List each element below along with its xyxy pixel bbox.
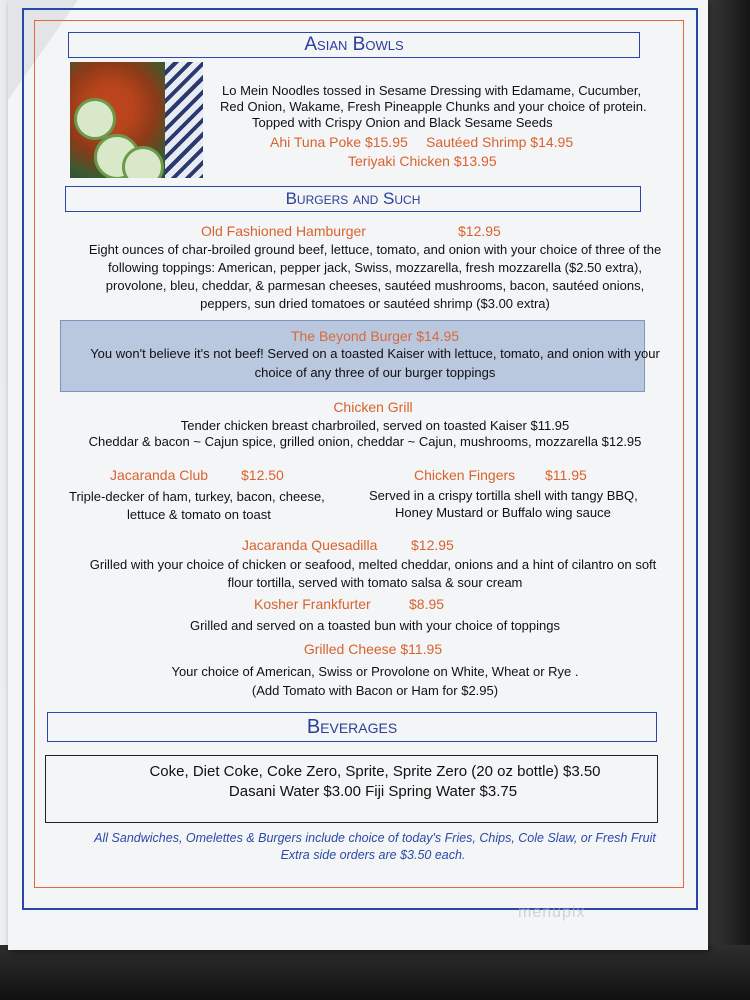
beverages-header bbox=[47, 712, 657, 742]
beverages-line1: Coke, Diet Coke, Coke Zero, Sprite, Sprite Zero (20 oz bottle) $3.50 bbox=[149, 763, 601, 780]
club-desc-line1: Triple-decker of ham, turkey, bacon, cheese, bbox=[69, 489, 325, 504]
hamburger-desc-line4: peppers, sun dried tomatoes or sautéed shrimp ($3.00 extra) bbox=[200, 296, 550, 311]
beyond-burger-name: The Beyond Burger $14.95 bbox=[290, 328, 460, 344]
teriyaki-chicken-price: Teriyaki Chicken $13.95 bbox=[348, 153, 497, 169]
menupix-watermark: menupix bbox=[518, 904, 586, 921]
jacaranda-club-name: Jacaranda Club bbox=[110, 467, 209, 483]
asian-bowls-title: Asian Bowls bbox=[304, 34, 404, 55]
grilled-cheese-name: Grilled Cheese $11.95 bbox=[303, 641, 443, 657]
jacaranda-club-price: $12.50 bbox=[241, 467, 284, 483]
poke-bowl-image bbox=[70, 62, 203, 178]
beyond-desc-line2: choice of any three of our burger toppings bbox=[254, 365, 496, 380]
chicken-grill-desc-line1: Tender chicken breast charbroiled, served on toasted Kaiser $11.95 bbox=[180, 418, 570, 433]
burgers-title: Burgers and Such bbox=[285, 189, 421, 208]
table-surface-bottom bbox=[0, 945, 750, 1000]
hamburger-desc-line3: provolone, bleu, cheddar, & parmesan cheeses, sautéed mushrooms, bacon, sautéed onions, bbox=[105, 278, 645, 293]
kosher-frankfurter-price: $8.95 bbox=[409, 596, 445, 612]
hamburger-desc-line1: Eight ounces of char-broiled ground beef, lettuce, tomato, and onion with your choice of three of the bbox=[88, 242, 662, 257]
beverages-title: Beverages bbox=[306, 716, 398, 738]
chicken-grill-desc-line2: Cheddar & bacon ~ Cajun spice, grilled onion, cheddar ~ Cajun, mushrooms, mozzarella $12.95 bbox=[88, 434, 642, 449]
asian-desc-line3: Topped with Crispy Onion and Black Sesame Seeds bbox=[252, 115, 553, 130]
chicken-fingers-name: Chicken Fingers bbox=[414, 467, 516, 483]
hamburger-name: Old Fashioned Hamburger bbox=[201, 223, 366, 239]
chicken-fingers-price: $11.95 bbox=[545, 467, 587, 483]
cheese-desc-line2: (Add Tomato with Bacon or Ham for $2.95) bbox=[251, 683, 499, 698]
cheese-desc-line1: Your choice of American, Swiss or Provolone on White, Wheat or Rye . bbox=[171, 664, 579, 679]
beverages-line2: Dasani Water $3.00 Fiji Spring Water $3.75 bbox=[228, 783, 518, 800]
quesadilla-desc-line2: flour tortilla, served with tomato salsa & sour cream bbox=[227, 575, 523, 590]
beyond-desc-line1: You won't believe it's not beef! Served on a toasted Kaiser with lettuce, tomato, and onion with your bbox=[90, 346, 660, 361]
burgers-header bbox=[65, 186, 641, 212]
quesadilla-price: $12.95 bbox=[411, 537, 454, 553]
hamburger-price: $12.95 bbox=[458, 223, 501, 239]
fingers-desc-line2: Honey Mustard or Buffalo wing sauce bbox=[395, 505, 611, 520]
fingers-desc-line1: Served in a crispy tortilla shell with tangy BBQ, bbox=[369, 488, 638, 503]
quesadilla-desc-line1: Grilled with your choice of chicken or seafood, melted cheddar, onions and a hint of cilantro on soft bbox=[89, 557, 657, 572]
sauteed-shrimp-price: Sautéed Shrimp $14.95 bbox=[426, 134, 574, 150]
asian-bowls-header bbox=[68, 32, 640, 58]
asian-desc-line2: Red Onion, Wakame, Fresh Pineapple Chunks and your choice of protein. bbox=[220, 99, 647, 114]
footer-line1: All Sandwiches, Omelettes & Burgers include choice of today's Fries, Chips, Cole Slaw, or Fresh Fruit bbox=[94, 831, 656, 845]
club-desc-line2: lettuce & tomato on toast bbox=[127, 507, 271, 522]
kosher-desc: Grilled and served on a toasted bun with your choice of toppings bbox=[189, 618, 560, 633]
asian-desc-line1: Lo Mein Noodles tossed in Sesame Dressing with Edamame, Cucumber, bbox=[222, 83, 642, 98]
quesadilla-name: Jacaranda Quesadilla bbox=[242, 537, 378, 553]
hamburger-desc-line2: following toppings: American, pepper jack, Swiss, mozzarella, fresh mozzarella ($2.50 extra), bbox=[108, 260, 642, 275]
chicken-grill-name: Chicken Grill bbox=[333, 399, 413, 415]
ahi-tuna-price: Ahi Tuna Poke $15.95 bbox=[270, 134, 408, 150]
kosher-frankfurter-name: Kosher Frankfurter bbox=[254, 596, 371, 612]
footer-line2: Extra side orders are $3.50 each. bbox=[280, 848, 466, 862]
